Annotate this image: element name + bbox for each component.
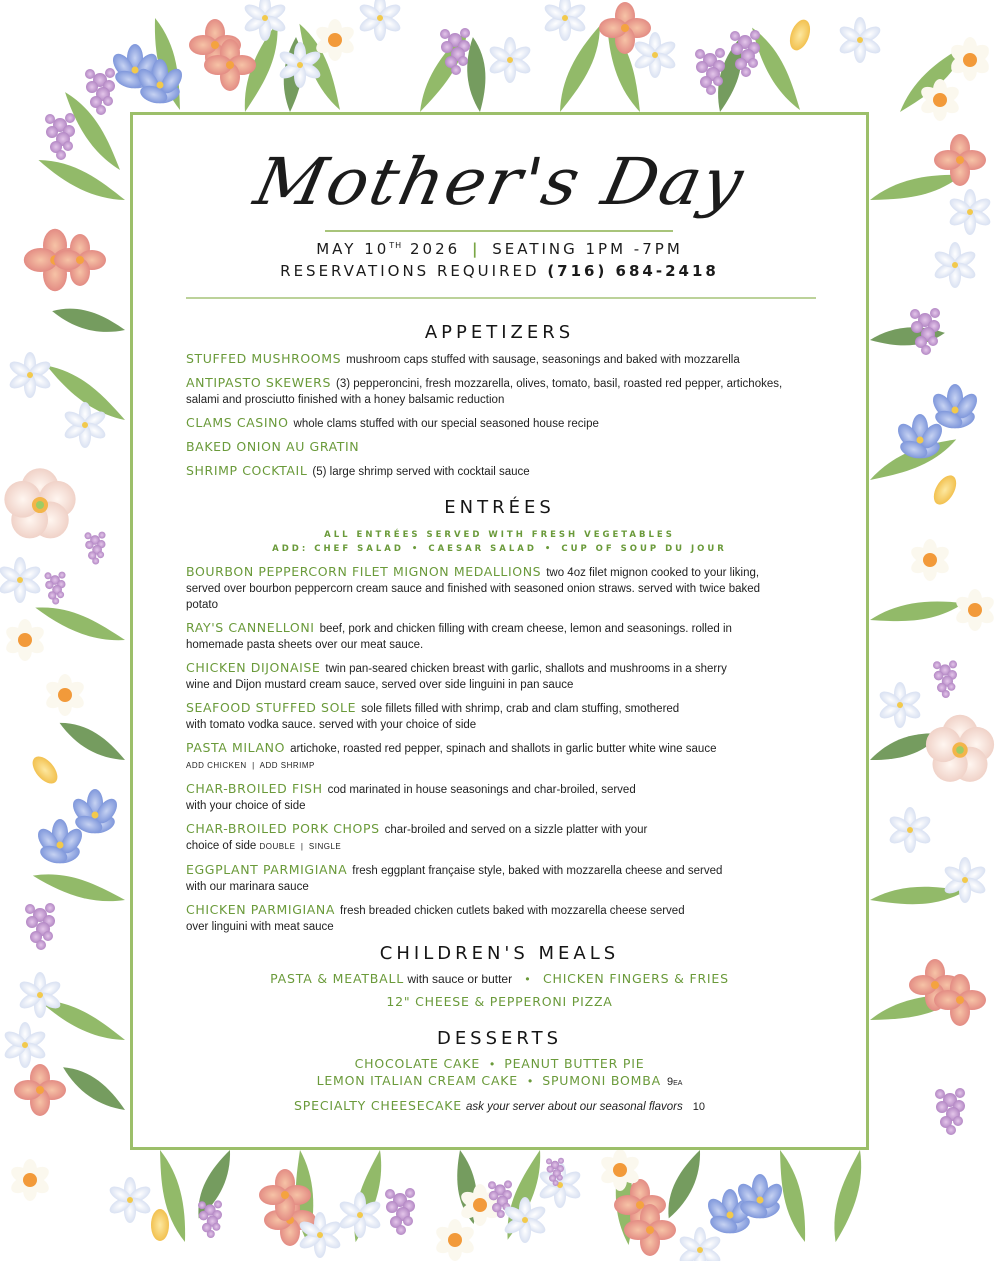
item-description: fresh breaded chicken cutlets baked with mozzarella cheese served over linguini with meat sauce xyxy=(186,905,685,933)
bullet: • xyxy=(525,972,530,986)
section-title-entrees: ENTRÉES xyxy=(444,497,555,518)
item-description: fresh eggplant française style, baked with mozzarella cheese and served with our marinara sauce xyxy=(186,865,723,893)
item-name: PASTA & MEATBALL xyxy=(270,971,405,986)
desserts-line-1 xyxy=(133,1056,866,1071)
appetizers-list xyxy=(186,351,826,480)
item-name: SHRIMP COCKTAIL xyxy=(186,463,308,478)
seating-hours: SEATING 1PM -7PM xyxy=(492,240,683,258)
entrees-list xyxy=(186,564,766,935)
childrens-line-2 xyxy=(133,994,866,1009)
add-option: CAESAR SALAD xyxy=(428,544,537,554)
menu-item xyxy=(186,375,786,408)
desserts-line-3 xyxy=(133,1098,866,1113)
item-description: beef, pork and chicken filling with cream cheese, lemon and seasonings. rolled in homemade pasta sheets over our meat sauce. xyxy=(186,623,732,651)
section-title-appetizers: APPETIZERS xyxy=(424,322,575,343)
item-description: cod marinated in house seasonings and char-broiled, served with your choice of side xyxy=(186,784,636,812)
item-name: CHOCOLATE CAKE xyxy=(354,1056,481,1071)
item-name: SPECIALTY CHEESECAKE xyxy=(294,1098,462,1113)
reservations-line xyxy=(133,262,866,280)
item-name: ANTIPASTO SKEWERS xyxy=(186,375,332,390)
entrees-note: ALL ENTRÉES SERVED WITH FRESH VEGETABLES xyxy=(324,530,675,540)
item-name: PEANUT BUTTER PIE xyxy=(504,1056,645,1071)
page-title: Mother's Day xyxy=(248,145,752,221)
item-name: BOURBON PEPPERCORN FILET MIGNON MEDALLIONS xyxy=(186,564,542,579)
bullet: • xyxy=(544,544,554,554)
section-title-desserts: DESSERTS xyxy=(436,1028,563,1049)
date-ordinal: TH xyxy=(389,241,403,250)
menu-item xyxy=(186,463,826,480)
item-description: two 4oz filet mignon cooked to your liking, served over bourbon peppercorn cream sauce and finished with seasoned onion straws. served with twice baked potato xyxy=(186,567,761,611)
menu-item xyxy=(186,439,826,456)
menu-item xyxy=(186,781,656,814)
item-description: char-broiled and served on a sizzle platter with your choice of side xyxy=(186,824,648,852)
menu-item xyxy=(186,740,796,774)
menu-item xyxy=(186,660,741,693)
menu-item xyxy=(186,415,826,432)
menu-item xyxy=(186,564,766,613)
item-price: 10 xyxy=(692,1101,705,1113)
item-name: 12" CHEESE & PEPPERONI PIZZA xyxy=(386,994,613,1009)
menu-item xyxy=(186,862,726,895)
event-date-line xyxy=(133,240,866,258)
item-name: STUFFED MUSHROOMS xyxy=(186,351,342,366)
reservations-label: RESERVATIONS REQUIRED xyxy=(280,262,540,280)
title-underline xyxy=(325,230,673,232)
desserts-line-2 xyxy=(133,1073,866,1088)
item-description: (5) large shrimp served with cocktail sauce xyxy=(312,466,530,478)
header-divider xyxy=(186,297,816,299)
item-options: DOUBLE | SINGLE xyxy=(259,842,342,851)
header-separator: | xyxy=(471,240,481,258)
item-description: ask your server about our seasonal flavors xyxy=(466,1101,683,1113)
event-year: 2026 xyxy=(409,240,461,258)
item-name: CHAR-BROILED PORK CHOPS xyxy=(186,821,380,836)
item-description: (3) pepperoncini, fresh mozzarella, olives, tomato, basil, roasted red pepper, artichokes, salami and prosciutto finished with a honey balsamic reduction xyxy=(186,378,783,406)
section-title-childrens: CHILDREN'S MEALS xyxy=(379,943,620,964)
childrens-line-1 xyxy=(133,971,866,986)
item-description: twin pan-seared chicken breast with garlic, shallots and mushrooms in a sherry wine and Dijon mustard cream sauce, served over side linguini in pan sauce xyxy=(186,663,727,691)
add-label: ADD: xyxy=(272,544,309,554)
event-date: MAY 10 xyxy=(316,240,390,258)
menu-card xyxy=(130,112,869,1150)
item-description: whole clams stuffed with our special seasoned house recipe xyxy=(293,418,599,430)
price-unit: EA xyxy=(673,1080,683,1087)
phone-number[interactable]: (716) 684-2418 xyxy=(547,262,719,280)
entrees-add-options xyxy=(133,544,866,554)
item-price: 9 xyxy=(666,1076,674,1088)
menu-item xyxy=(186,700,686,733)
item-name: SPUMONI BOMBA xyxy=(542,1073,661,1088)
item-name: LEMON ITALIAN CREAM CAKE xyxy=(316,1073,518,1088)
item-name: EGGPLANT PARMIGIANA xyxy=(186,862,348,877)
item-options: ADD CHICKEN | ADD SHRIMP xyxy=(186,761,315,770)
menu-item xyxy=(186,821,666,855)
item-name: BAKED ONION AU GRATIN xyxy=(186,439,360,454)
menu-item xyxy=(186,351,826,368)
item-description: sole fillets filled with shrimp, crab and clam stuffing, smothered with tomato vodka sauce. served with your choice of side xyxy=(186,703,680,731)
menu-item xyxy=(186,902,706,935)
item-name: CHAR-BROILED FISH xyxy=(186,781,323,796)
item-description: mushroom caps stuffed with sausage, seasonings and baked with mozzarella xyxy=(346,354,740,366)
bullet: • xyxy=(528,1074,533,1088)
item-name: CHICKEN FINGERS & FRIES xyxy=(542,971,729,986)
add-option: CHEF SALAD xyxy=(314,544,404,554)
item-name: RAY'S CANNELLONI xyxy=(186,620,315,635)
title-block xyxy=(133,133,866,233)
bullet: • xyxy=(411,544,421,554)
menu-item xyxy=(186,620,756,653)
item-name: CLAMS CASINO xyxy=(186,415,289,430)
item-name: CHICKEN PARMIGIANA xyxy=(186,902,336,917)
item-description: with sauce or butter xyxy=(407,972,513,986)
item-name: SEAFOOD STUFFED SOLE xyxy=(186,700,357,715)
item-description: artichoke, roasted red pepper, spinach and shallots in garlic butter white wine sauce xyxy=(290,743,717,755)
item-name: CHICKEN DIJONAISE xyxy=(186,660,321,675)
add-option: CUP OF SOUP DU JOUR xyxy=(561,544,727,554)
item-name: PASTA MILANO xyxy=(186,740,286,755)
bullet: • xyxy=(490,1057,495,1071)
